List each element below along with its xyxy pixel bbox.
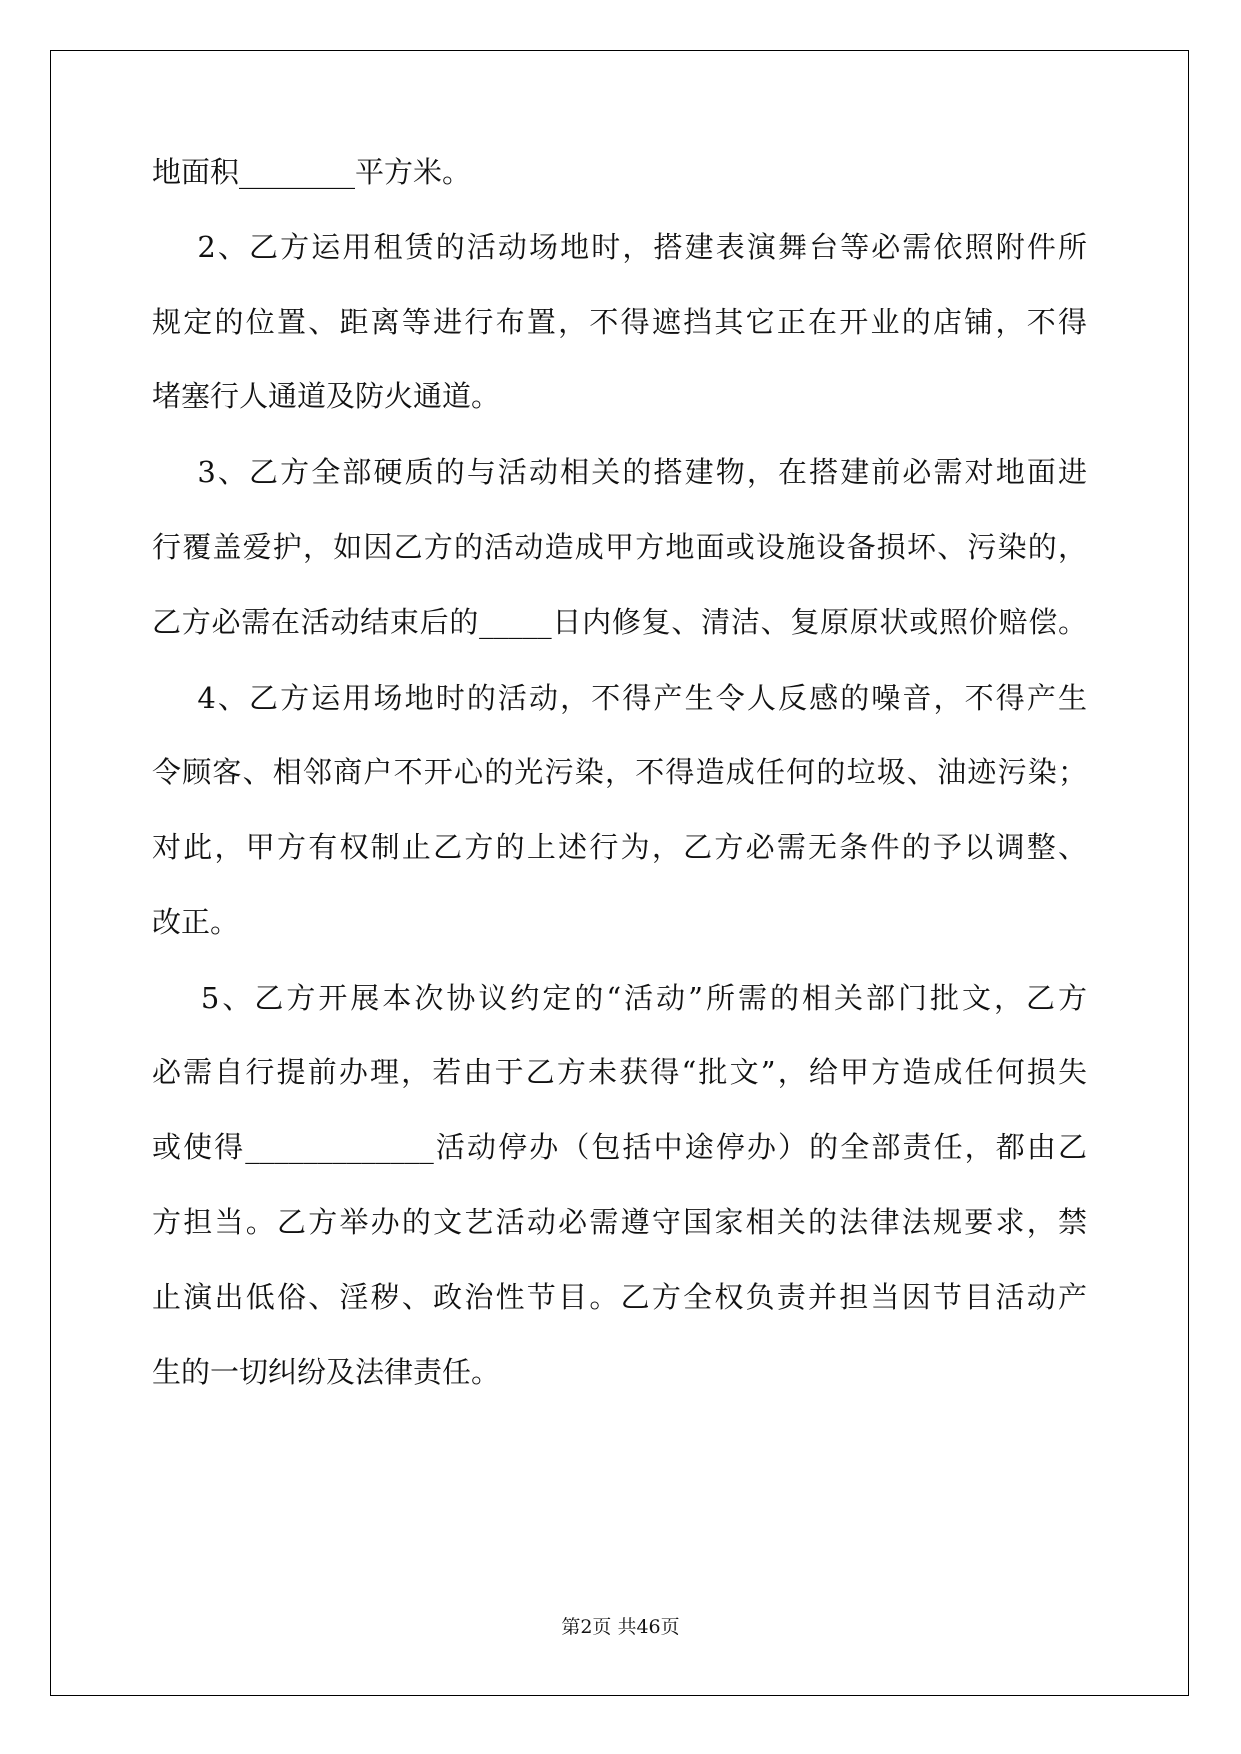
text-line: 2、乙方运用租赁的活动场地时，搭建表演舞台等必需依照附件所 <box>152 230 1087 264</box>
page-border <box>50 50 1189 1696</box>
text-line: 令顾客、相邻商户不开心的光污染，不得造成任何的垃圾、油迹污染； <box>152 755 1087 789</box>
text-line: 或使得_____________活动停办（包括中途停办）的全部责任，都由乙 <box>152 1130 1087 1164</box>
text-line: 止演出低俗、淫秽、政治性节目。乙方全权负责并担当因节目活动产 <box>152 1280 1087 1314</box>
text-line: 必需自行提前办理，若由于乙方未获得“批文”，给甲方造成任何损失 <box>152 1055 1087 1089</box>
text-line: 堵塞行人通道及防火通道。 <box>152 379 501 413</box>
text-line: 生的一切纠纷及法律责任。 <box>152 1355 501 1389</box>
text-line: 4、乙方运用场地时的活动，不得产生令人反感的噪音，不得产生 <box>152 681 1087 715</box>
text-line: 改正。 <box>152 905 240 939</box>
text-line: 方担当。乙方举办的文艺活动必需遵守国家相关的法律法规要求，禁 <box>152 1205 1087 1239</box>
text-line: 对此，甲方有权制止乙方的上述行为，乙方必需无条件的予以调整、 <box>152 830 1087 864</box>
text-line: 规定的位置、距离等进行布置，不得遮挡其它正在开业的店铺，不得 <box>152 305 1087 339</box>
text-line: 行覆盖爱护，如因乙方的活动造成甲方地面或设施设备损坏、污染的， <box>152 530 1087 564</box>
text-line: 地面积________平方米。 <box>152 155 472 189</box>
text-line: 3、乙方全部硬质的与活动相关的搭建物，在搭建前必需对地面进 <box>152 455 1087 489</box>
text-line: 5、乙方开展本次协议约定的“活动”所需的相关部门批文，乙方 <box>152 981 1087 1015</box>
page-number: 第2页 共46页 <box>561 1616 680 1638</box>
text-line: 乙方必需在活动结束后的_____日内修复、清洁、复原原状或照价赔偿。 <box>152 605 1087 639</box>
